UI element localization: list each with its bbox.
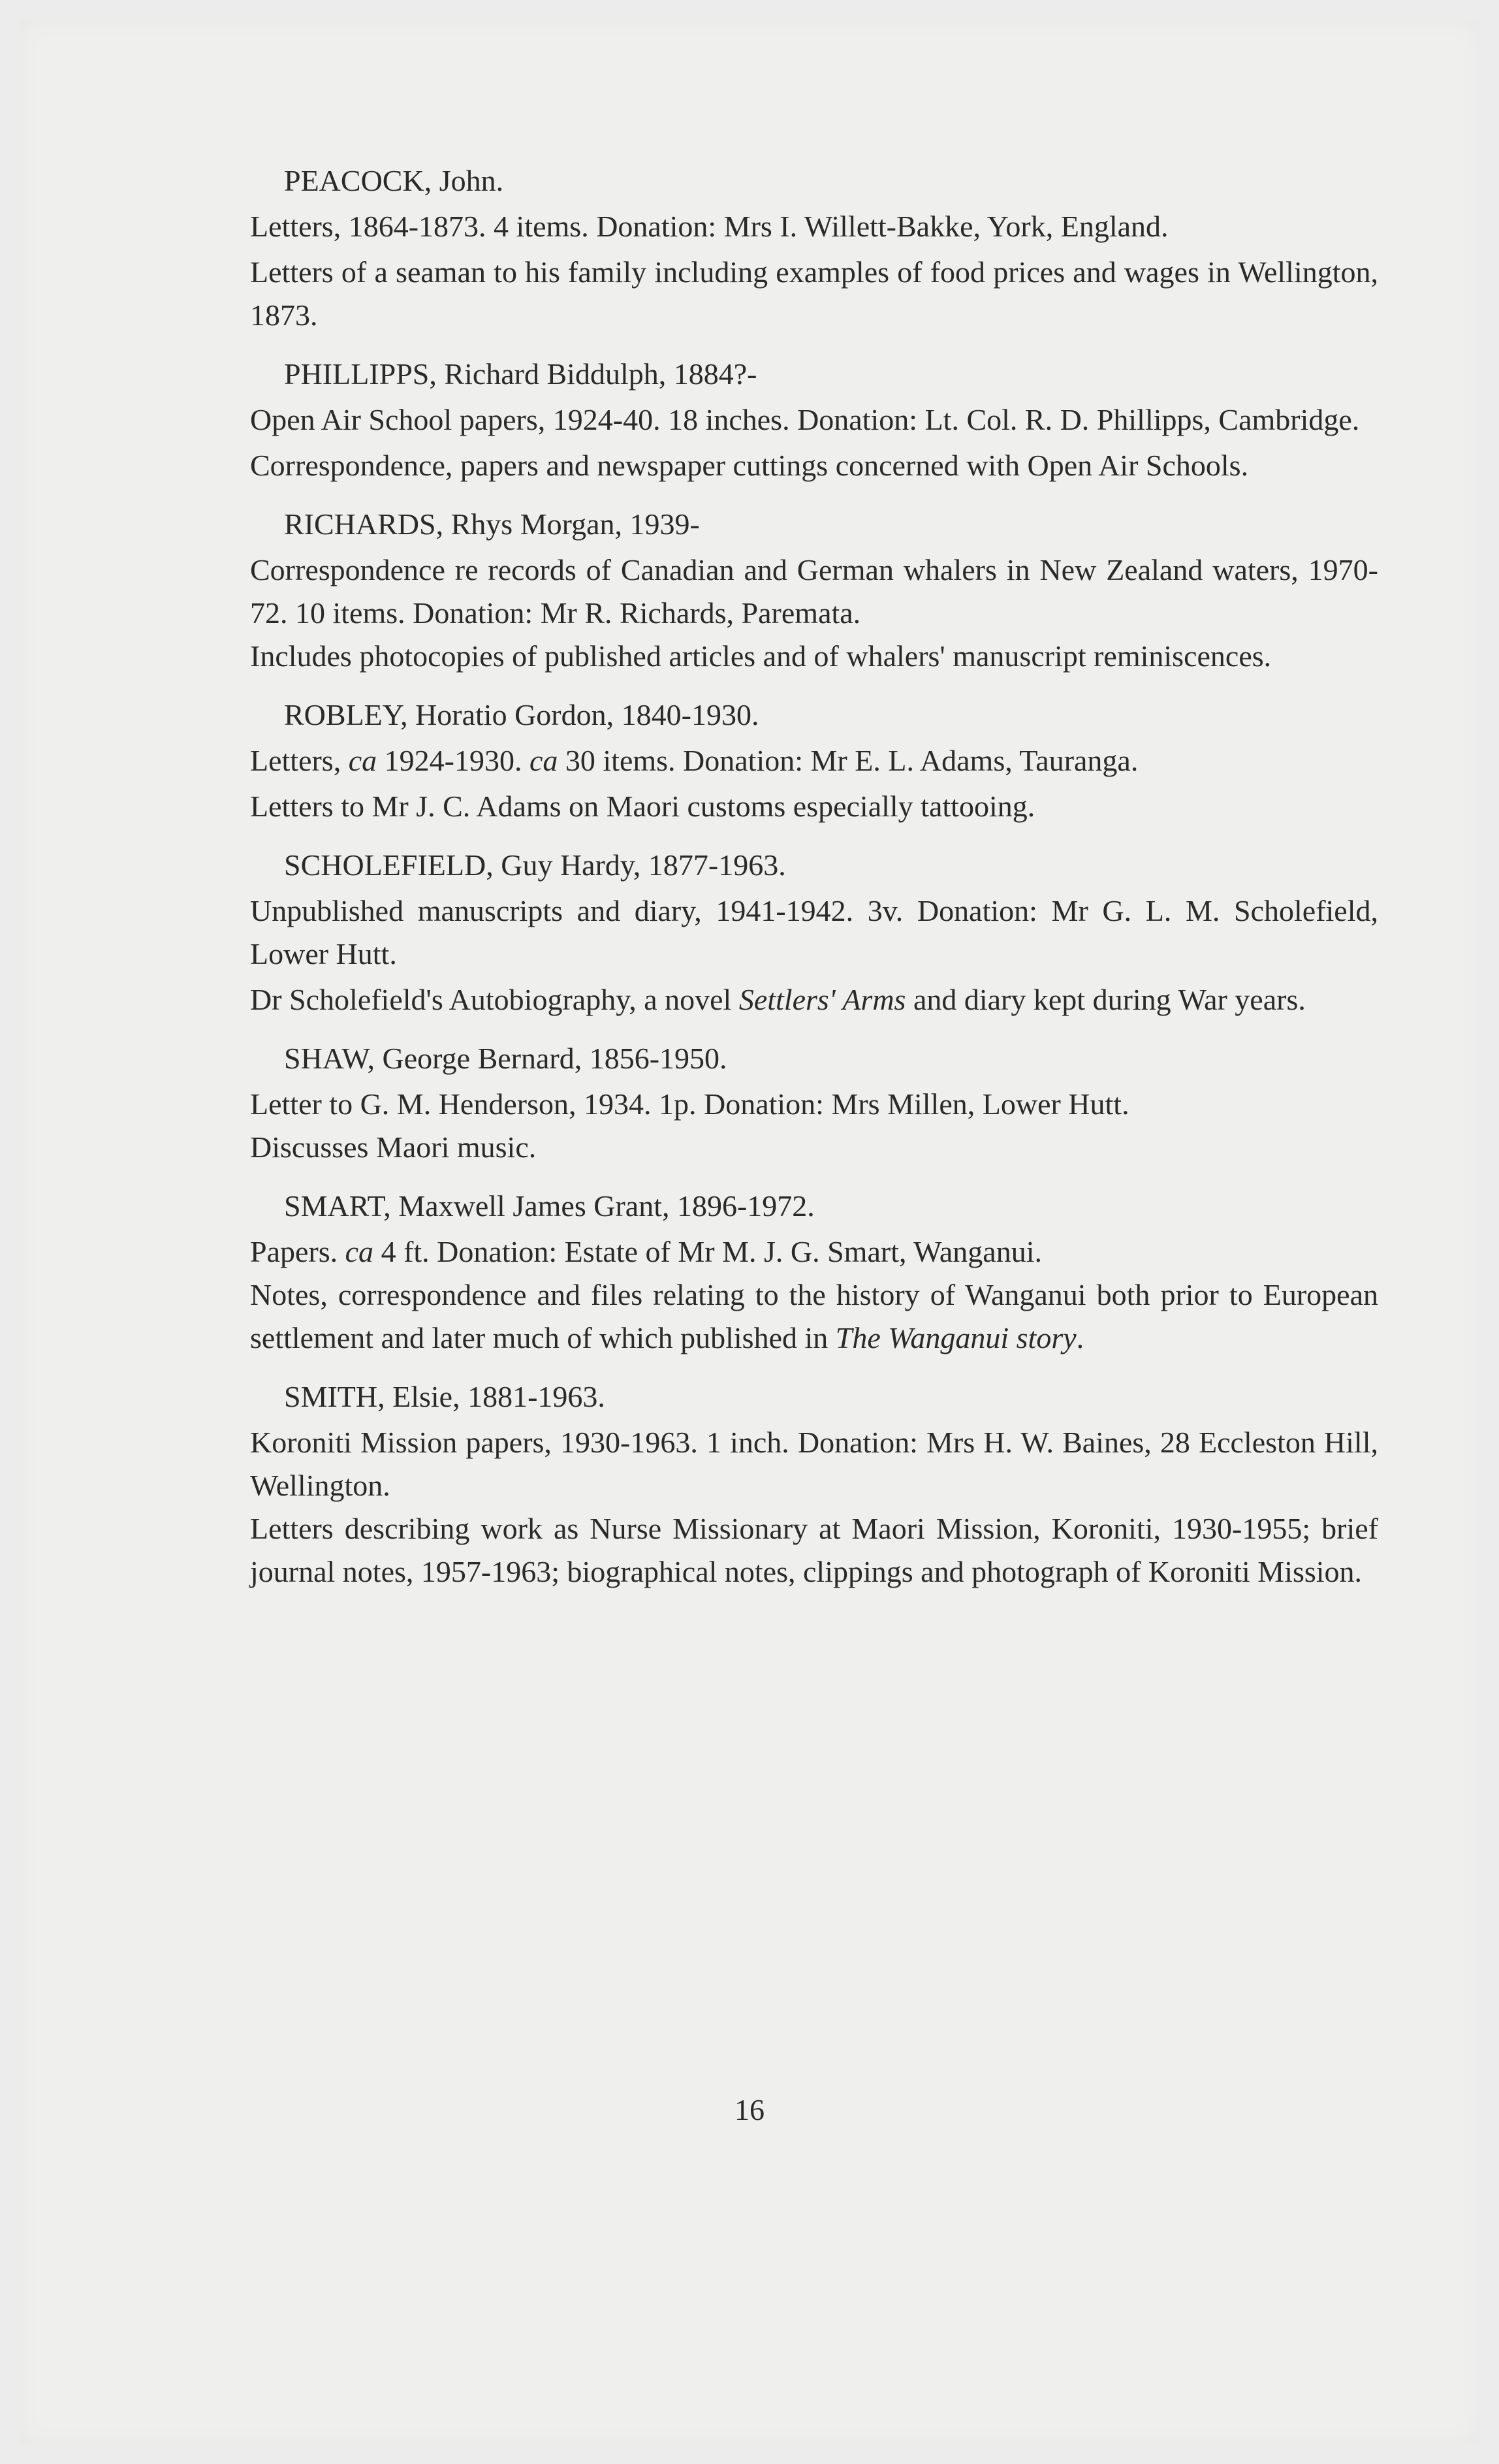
entry-smith — [250, 1375, 1378, 1593]
details-text: Papers. — [250, 1235, 345, 1268]
entry-heading: SMART, Maxwell James Grant, 1896-1972. — [284, 1189, 815, 1223]
description-text: and diary kept during War years. — [906, 983, 1306, 1016]
entry-heading: RICHARDS, Rhys Morgan, 1939- — [284, 507, 700, 541]
entry-details — [250, 1230, 1378, 1273]
page-number: 16 — [734, 2093, 765, 2126]
entry-description — [250, 1273, 1378, 1360]
entry-richards — [250, 503, 1378, 678]
entry-details: Letters, 1864-1873. 4 items. Donation: Mrs I. Willett-Bakke, York, England. — [250, 210, 1169, 243]
entry-description: Discusses Maori music. — [250, 1130, 537, 1164]
entry-heading: PHILLIPPS, Richard Biddulph, 1884?- — [284, 357, 757, 391]
details-text: 30 items. Donation: Mr E. L. Adams, Tauranga. — [558, 744, 1139, 777]
entry-robley — [250, 694, 1378, 828]
entry-details: Correspondence re records of Canadian and German whalers in New Zealand waters, 1970-72. 10 items. Donation: Mr R. Richards, Paremata. — [250, 553, 1378, 630]
entry-description: Letters describing work as Nurse Missionary at Maori Mission, Koroniti, 1930-1955; brief journal notes, 1957-1963; biographical notes, clippings and photograph of Koroniti Mission. — [250, 1512, 1378, 1588]
entry-details — [250, 739, 1378, 782]
entry-details: Open Air School papers, 1924-40. 18 inches. Donation: Lt. Col. R. D. Phillipps, Cambridge. — [250, 403, 1360, 436]
entry-heading: SMITH, Elsie, 1881-1963. — [284, 1380, 605, 1413]
entry-description — [250, 978, 1378, 1021]
entry-heading: SHAW, George Bernard, 1856-1950. — [284, 1042, 727, 1075]
description-text: Notes, correspondence and files relating to the history of Wanganui both prior to European settlement and later much of which published in — [250, 1278, 1378, 1354]
entry-details: Letter to G. M. Henderson, 1934. 1p. Donation: Mrs Millen, Lower Hutt. — [250, 1087, 1129, 1121]
description-text: . — [1076, 1321, 1084, 1354]
details-text: Letters, — [250, 744, 349, 777]
details-italic: ca — [348, 744, 377, 777]
entry-description: Letters to Mr J. C. Adams on Maori customs especially tattooing. — [250, 790, 1035, 823]
details-text: 4 ft. Donation: Estate of Mr M. J. G. Smart, Wanganui. — [373, 1235, 1042, 1268]
details-italic: ca — [345, 1235, 374, 1268]
entry-description: Includes photocopies of published articles and of whalers' manuscript reminiscences. — [250, 639, 1272, 673]
manuscript-listing — [250, 159, 1378, 1609]
entry-description: Letters of a seaman to his family including examples of food prices and wages in Wellington, 1873. — [250, 255, 1378, 332]
details-italic: ca — [529, 744, 558, 777]
entry-heading: PEACOCK, John. — [284, 164, 504, 197]
entry-shaw — [250, 1037, 1378, 1169]
entry-description: Correspondence, papers and newspaper cuttings concerned with Open Air Schools. — [250, 449, 1249, 482]
entry-details: Unpublished manuscripts and diary, 1941-1942. 3v. Donation: Mr G. L. M. Scholefield, Lower Hutt. — [250, 894, 1378, 970]
entry-details: Koroniti Mission papers, 1930-1963. 1 inch. Donation: Mrs H. W. Baines, 28 Eccleston Hill, Wellington. — [250, 1426, 1378, 1502]
description-text: Dr Scholefield's Autobiography, a novel — [250, 983, 739, 1016]
entry-scholefield — [250, 844, 1378, 1021]
entry-peacock — [250, 159, 1378, 337]
description-italic: Settlers' Arms — [738, 983, 906, 1016]
entry-phillipps — [250, 353, 1378, 487]
description-italic: The Wanganui story — [835, 1321, 1077, 1354]
entry-heading: SCHOLEFIELD, Guy Hardy, 1877-1963. — [284, 848, 786, 882]
details-text: 1924-1930. — [377, 744, 529, 777]
entry-heading: ROBLEY, Horatio Gordon, 1840-1930. — [284, 698, 759, 731]
entry-smart — [250, 1185, 1378, 1360]
